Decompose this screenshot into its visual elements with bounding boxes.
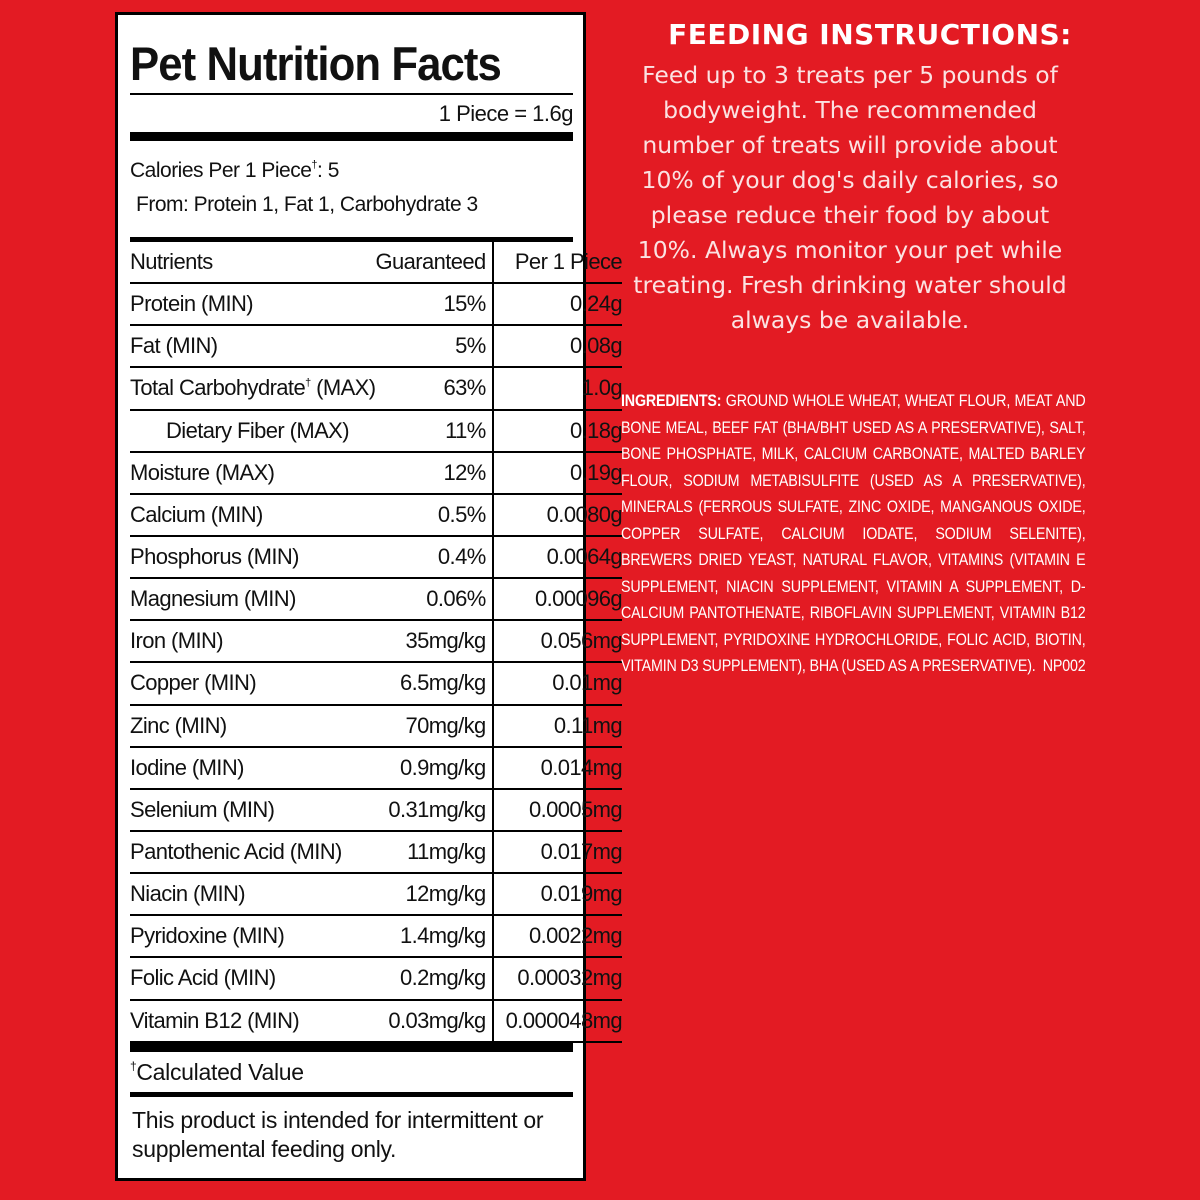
per-piece-value: 0.00096g bbox=[494, 579, 622, 621]
table-row bbox=[130, 326, 622, 368]
per-piece-value: 1.0g bbox=[494, 368, 622, 410]
table-row bbox=[130, 663, 622, 705]
guaranteed-value: 70mg/kg bbox=[375, 706, 493, 748]
per-piece-value: 0.0022mg bbox=[494, 916, 622, 958]
product-code: NP002 bbox=[1042, 656, 1086, 675]
per-piece-value: 0.11mg bbox=[494, 706, 622, 748]
nutrient-name: Total Carbohydrate† (MAX) bbox=[130, 368, 375, 410]
nutrient-name: Iodine (MIN) bbox=[130, 748, 375, 790]
per-piece-value: 0.014mg bbox=[494, 748, 622, 790]
guaranteed-value: 0.5% bbox=[375, 495, 493, 537]
nutrient-name: Zinc (MIN) bbox=[130, 706, 375, 748]
nutrient-name: Pantothenic Acid (MIN) bbox=[130, 832, 375, 874]
per-piece-value: 0.0080g bbox=[494, 495, 622, 537]
nutrient-name: Phosphorus (MIN) bbox=[130, 537, 375, 579]
guaranteed-value: 1.4mg/kg bbox=[375, 916, 493, 958]
nutrient-name: Pyridoxine (MIN) bbox=[130, 916, 375, 958]
guaranteed-value: 0.2mg/kg bbox=[375, 958, 493, 1000]
calories-block bbox=[130, 141, 573, 237]
guaranteed-value: 5% bbox=[375, 326, 493, 368]
nutrition-facts-panel bbox=[115, 12, 622, 1181]
table-row bbox=[130, 368, 622, 410]
calculated-value-note: †Calculated Value bbox=[130, 1058, 304, 1085]
nutrient-name: Protein (MIN) bbox=[130, 284, 375, 326]
per-piece-value: 0.24g bbox=[494, 284, 622, 326]
nutrient-name: Folic Acid (MIN) bbox=[130, 958, 375, 1000]
header-per-piece: Per 1 Piece bbox=[494, 242, 622, 284]
feeding-line: please reduce their food by about bbox=[650, 201, 1050, 229]
guaranteed-value: 35mg/kg bbox=[375, 621, 493, 663]
per-piece-value: 0.01mg bbox=[494, 663, 622, 705]
nutrient-name: Calcium (MIN) bbox=[130, 495, 375, 537]
divider-heavy bbox=[130, 132, 573, 141]
guaranteed-value: 0.06% bbox=[375, 579, 493, 621]
guaranteed-value: 11mg/kg bbox=[375, 832, 493, 874]
table-row bbox=[130, 790, 622, 832]
table-row bbox=[130, 706, 622, 748]
per-piece-value: 0.08g bbox=[494, 326, 622, 368]
feeding-line: 10% of your dog's daily calories, so bbox=[641, 166, 1059, 194]
per-piece-value: 0.0005mg bbox=[494, 790, 622, 832]
table-row bbox=[130, 916, 622, 958]
per-piece-value: 0.017mg bbox=[494, 832, 622, 874]
nutrient-name: Copper (MIN) bbox=[130, 663, 375, 705]
table-row bbox=[130, 537, 622, 579]
ingredients-block bbox=[621, 388, 1086, 680]
divider-heavy bbox=[130, 1043, 573, 1052]
calories-from: From: Protein 1, Fat 1, Carbohydrate 3 bbox=[136, 193, 478, 216]
guaranteed-value: 0.9mg/kg bbox=[375, 748, 493, 790]
table-row bbox=[130, 621, 622, 663]
per-piece-value: 0.00032mg bbox=[494, 958, 622, 1000]
guaranteed-value: 63% bbox=[375, 368, 493, 410]
feeding-disclaimer: This product is intended for intermittent or supplemental feeding only. bbox=[132, 1106, 544, 1162]
table-row bbox=[130, 748, 622, 790]
table-row bbox=[130, 495, 622, 537]
guaranteed-value: 0.03mg/kg bbox=[375, 1001, 493, 1043]
header-nutrients: Nutrients bbox=[130, 242, 375, 284]
guaranteed-value: 11% bbox=[375, 411, 493, 453]
feeding-instructions bbox=[610, 16, 1090, 338]
guaranteed-value: 0.4% bbox=[375, 537, 493, 579]
feeding-title: FEEDING INSTRUCTIONS: bbox=[668, 18, 1072, 51]
table-row bbox=[130, 832, 622, 874]
table-row bbox=[130, 1001, 622, 1043]
nutrient-name: Selenium (MIN) bbox=[130, 790, 375, 832]
per-piece-value: 0.019mg bbox=[494, 874, 622, 916]
per-piece-value: 0.000048mg bbox=[494, 1001, 622, 1043]
table-row bbox=[130, 958, 622, 1000]
guaranteed-value: 0.31mg/kg bbox=[375, 790, 493, 832]
nutrient-name: Fat (MIN) bbox=[130, 326, 375, 368]
nutrient-name: Moisture (MAX) bbox=[130, 453, 375, 495]
serving-size: 1 Piece = 1.6g bbox=[438, 101, 573, 126]
guaranteed-value: 15% bbox=[375, 284, 493, 326]
feeding-line: always be available. bbox=[730, 306, 970, 334]
per-piece-value: 0.18g bbox=[494, 411, 622, 453]
table-header-row bbox=[130, 242, 622, 284]
guaranteed-value: 12% bbox=[375, 453, 493, 495]
nutrients-table bbox=[130, 242, 622, 1043]
nutrient-name: Niacin (MIN) bbox=[130, 874, 375, 916]
nutrition-title: Pet Nutrition Facts bbox=[130, 37, 501, 90]
table-row bbox=[130, 874, 622, 916]
calories-line: Calories Per 1 Piece†: 5 bbox=[130, 159, 339, 182]
nutrient-name: Magnesium (MIN) bbox=[130, 579, 375, 621]
nutrient-name: Iron (MIN) bbox=[130, 621, 375, 663]
ingredients-text: GROUND WHOLE WHEAT, WHEAT FLOUR, MEAT AND BONE MEAL, BEEF FAT (BHA/BHT USED AS A PRESERVATIVE), SALT, BONE PHOSPHATE, MILK, CALCIUM CARBONATE, MALTED BARLEY FLOUR, SODIUM METABISULFITE (USED AS A PRESERVATIVE), MINERALS (FERROUS SULFATE, ZINC OXIDE, MANGANOUS OXIDE, COPPER SULFATE, CALCIUM IODATE, SODIUM SELENITE), BREWERS DRIED YEAST, NATURAL FLAVOR, VITAMINS (VITAMIN E SUPPLEMENT, NIACIN SUPPLEMENT, VITAMIN A SUPPLEMENT, D-CALCIUM PANTOTHENATE, RIBOFLAVIN SUPPLEMENT, VITAMIN B12 SUPPLEMENT, PYRIDOXINE HYDROCHLORIDE, FOLIC ACID, BIOTIN, VITAMIN D3 SUPPLEMENT), BHA (USED AS A PRESERVATIVE). bbox=[621, 391, 1086, 675]
feeding-body bbox=[610, 58, 1090, 338]
guaranteed-value: 6.5mg/kg bbox=[375, 663, 493, 705]
feeding-line: number of treats will provide about bbox=[642, 131, 1058, 159]
guaranteed-value: 12mg/kg bbox=[375, 874, 493, 916]
per-piece-value: 0.0064g bbox=[494, 537, 622, 579]
feeding-line: 10%. Always monitor your pet while bbox=[637, 236, 1063, 264]
table-row bbox=[130, 453, 622, 495]
per-piece-value: 0.056mg bbox=[494, 621, 622, 663]
nutrient-name: Vitamin B12 (MIN) bbox=[130, 1001, 375, 1043]
per-piece-value: 0.19g bbox=[494, 453, 622, 495]
header-guaranteed: Guaranteed bbox=[375, 242, 493, 284]
ingredients-label: INGREDIENTS: bbox=[621, 391, 722, 410]
nutrient-name: Dietary Fiber (MAX) bbox=[130, 411, 375, 453]
feeding-line: treating. Fresh drinking water should bbox=[633, 271, 1067, 299]
table-row bbox=[130, 579, 622, 621]
table-row bbox=[130, 284, 622, 326]
feeding-line: bodyweight. The recommended bbox=[663, 96, 1037, 124]
table-row bbox=[130, 411, 622, 453]
feeding-line: Feed up to 3 treats per 5 pounds of bbox=[642, 61, 1058, 89]
